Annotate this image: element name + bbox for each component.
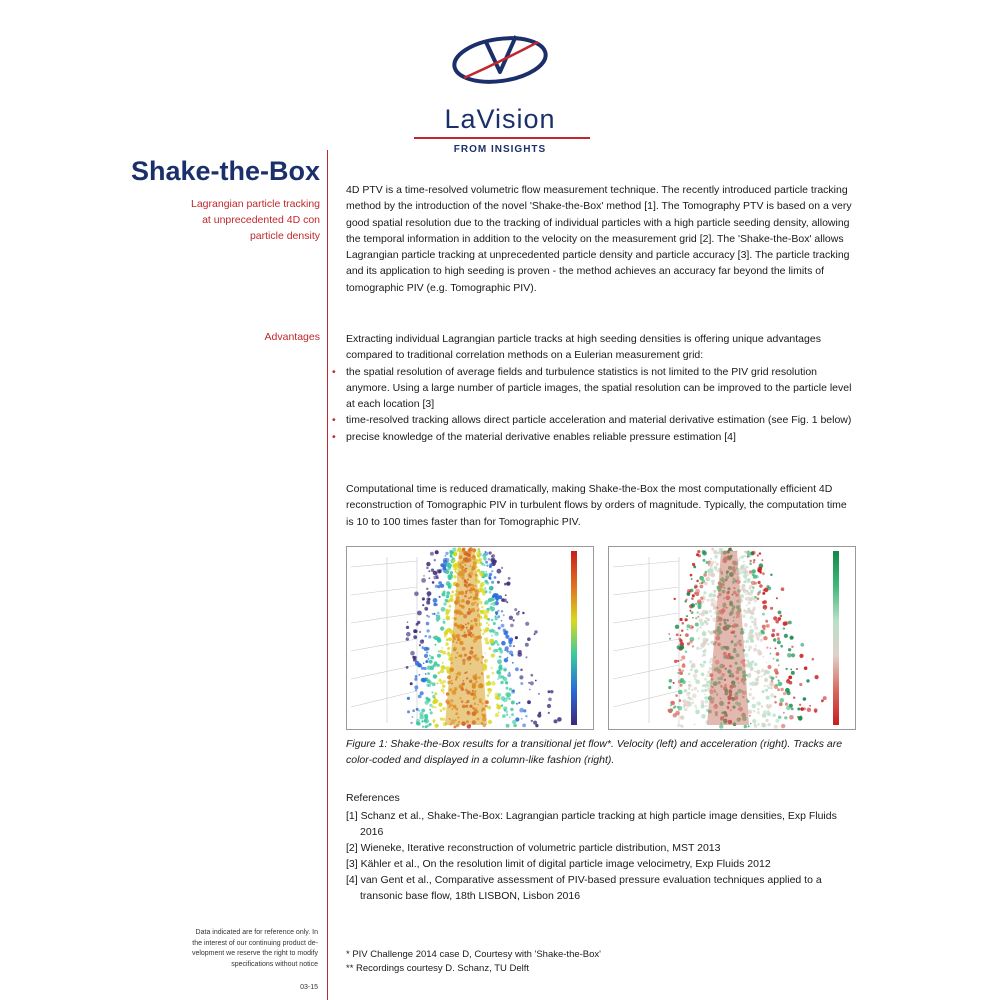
references-heading: References <box>346 792 400 804</box>
logo-rule <box>414 137 590 139</box>
lavision-logo <box>410 28 590 155</box>
subtitle-line: Lagrangian particle tracking <box>191 198 320 210</box>
acceleration-visualization <box>609 547 855 729</box>
disclaimer-line: specifications without notice <box>231 960 318 968</box>
logo-wordmark: LaVision <box>444 104 556 134</box>
subtitle-line: particle density <box>249 230 320 242</box>
reference-item: [1] Schanz et al., Shake-The-Box: Lagrangian particle tracking at high particle image densities, Exp Fluids 2016 <box>346 810 837 838</box>
advantage-item: • precise knowledge of the material derivative enables reliable pressure estimation [4] <box>346 429 854 445</box>
logo-tagline: FROM INSIGHTS <box>453 144 547 155</box>
footnotes <box>346 948 854 976</box>
references-list <box>346 808 854 904</box>
subtitle-line: at unprecedented 4D con <box>202 214 320 226</box>
disclaimer-line: Data indicated are for reference only. In <box>195 929 318 936</box>
reference-item: [4] van Gent et al., Comparative assessment of PIV-based pressure evaluation techniques applied to a transonic base flow, 18th LISBON, Lisbon 2016 <box>346 874 822 902</box>
logo-emblem-icon <box>450 28 550 98</box>
sidebar <box>120 150 320 244</box>
disclaimer-line: velopment we reserve the right to modify <box>191 950 318 957</box>
footnote: * PIV Challenge 2014 case D, Courtesy with 'Shake-the-Box' <box>346 949 601 960</box>
disclaimer <box>150 928 318 970</box>
velocity-visualization <box>347 547 593 729</box>
figure-acceleration <box>608 546 856 730</box>
page-code: 03-15 <box>300 984 318 991</box>
advantages-list <box>346 364 854 445</box>
reference-item: [2] Wieneke, Iterative reconstruction of volumetric particle distribution, MST 2013 <box>346 842 721 854</box>
figure-caption: Figure 1: Shake-the-Box results for a transitional jet flow*. Velocity (left) and acceleration (right). Tracks are color-coded and displayed in a column-like fashion (right). <box>346 738 843 766</box>
advantages-label: Advantages <box>264 331 320 343</box>
reference-item: [3] Kähler et al., On the resolution limit of digital particle image velocimetry, Exp Fluids 2012 <box>346 858 771 870</box>
colorbar <box>833 551 839 725</box>
document-title: Shake-the-Box <box>130 156 320 186</box>
document-subtitle <box>120 196 320 244</box>
column-divider <box>327 150 328 1000</box>
computational-paragraph: Computational time is reduced dramatically, making Shake-the-Box the most computationally efficient 4D reconstruction of Tomographic PIV in turbulent flows by orders of magnitude. Typically, the computation time is 10 to 100 times faster than for Tomographic PIV. <box>346 483 847 528</box>
intro-paragraph: 4D PTV is a time-resolved volumetric flow measurement technique. The recently introduced particle tracking method by the introduction of the novel 'Shake-the-Box' method [1]. The Tomography PTV is based on a very good spatial resolution due to the tracking of individual particles with a high particle seeding density, allowing the temporal information in addition to the velocity on the measurement grid [2]. The 'Shake-the-Box' allows Lagrangian particle tracking at unprecedented particle density and particle accuracy [3]. The particle tracking and its application to high seeding is proven - the method achieves an accuracy far beyond the limits of tomographic PIV (e.g. Tomographic PIV). <box>346 184 852 294</box>
advantage-item: • the spatial resolution of average fields and turbulence statistics is not limited to the PIV grid resolution anymore. Using a large number of particle images, the spatial resolution can be improved to the particle level at each location [3] <box>346 364 854 413</box>
figure-velocity <box>346 546 594 730</box>
advantage-item: • time-resolved tracking allows direct particle acceleration and material derivative estimation (see Fig. 1 below) <box>346 412 854 428</box>
colorbar <box>571 551 577 725</box>
disclaimer-line: the interest of our continuing product de- <box>192 939 318 947</box>
advantages-section <box>346 331 854 445</box>
footnote: ** Recordings courtesy D. Schanz, TU Delft <box>346 963 530 974</box>
advantages-intro: Extracting individual Lagrangian particle tracks at high seeding densities is offering unique advantages compared to traditional correlation methods on a Eulerian measurement grid: <box>346 333 821 362</box>
